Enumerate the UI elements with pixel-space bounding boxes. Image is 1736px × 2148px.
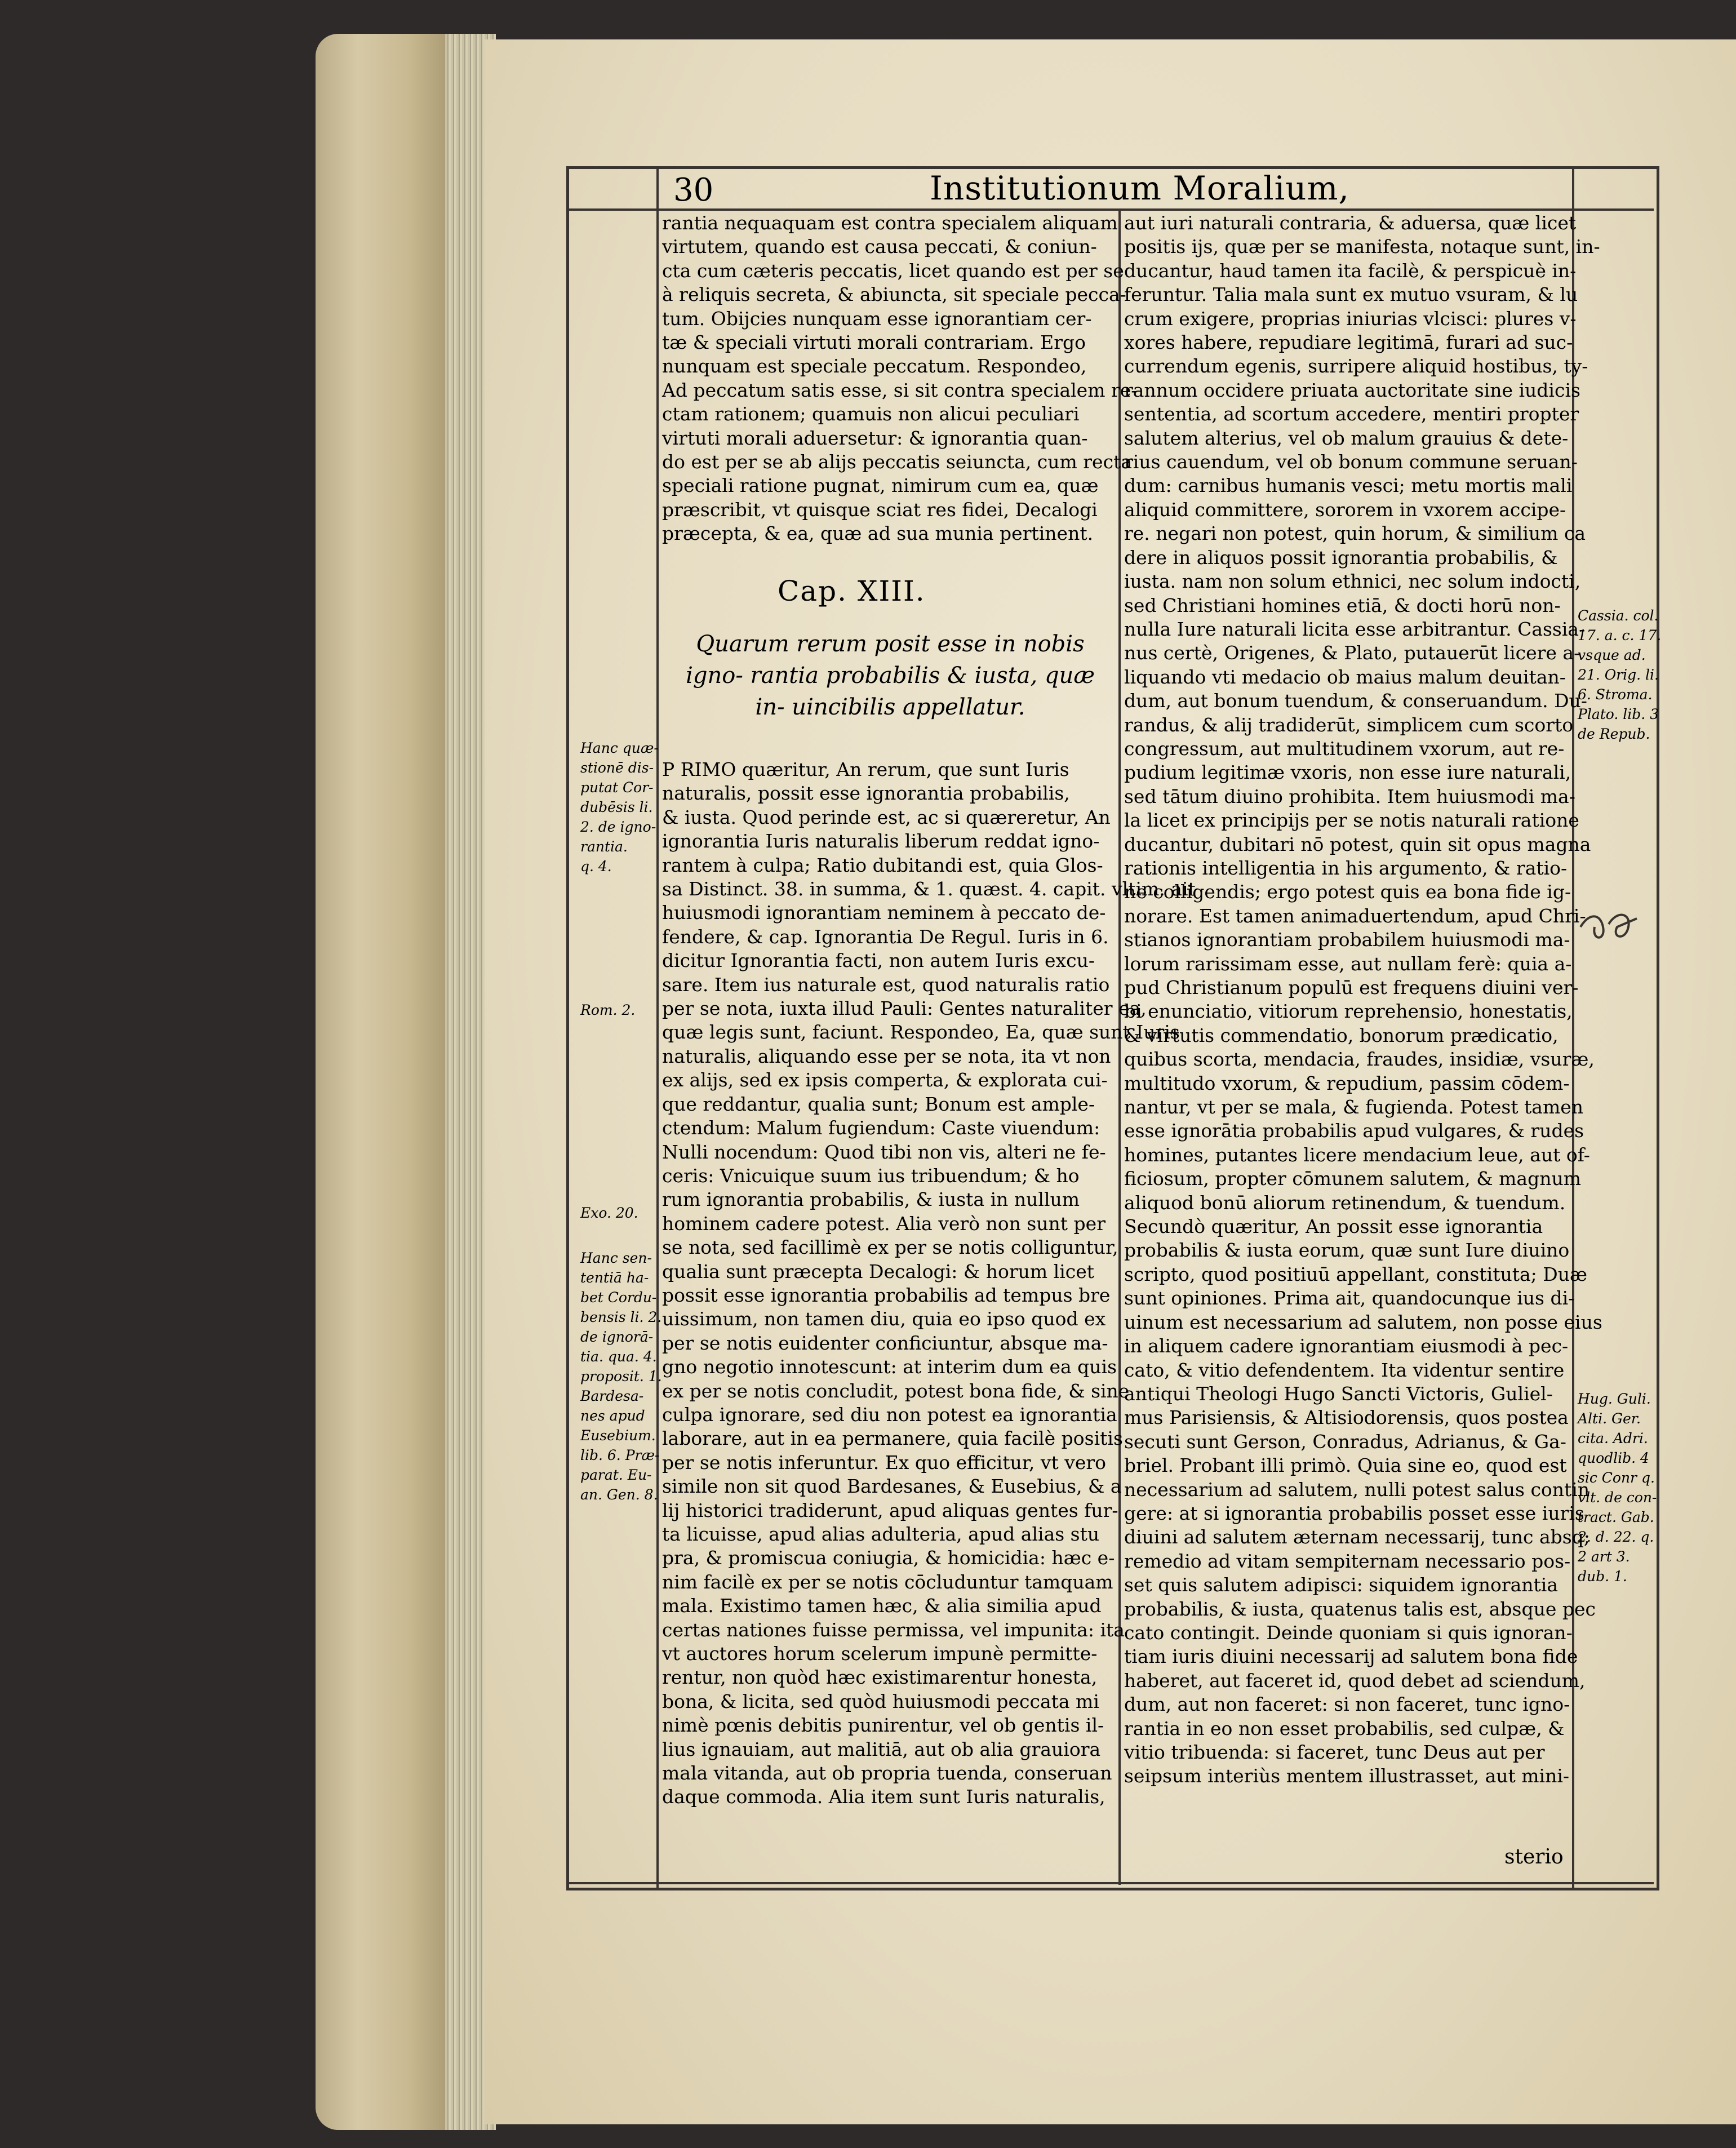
text-line: naturalis, aliquando esse per se nota, ita vt non (662, 1045, 1111, 1067)
text-line: virtutem, quando est causa peccati, & coniun- (662, 236, 1097, 258)
text-line: vt auctores horum scelerum impunè permitte- (662, 1643, 1098, 1665)
text-line: daque commoda. Alia item sunt Iuris naturalis, (662, 1786, 1105, 1808)
text-line: tæ & speciali virtuti morali contrariam. Ergo (662, 331, 1086, 354)
margin-note-line: Hanc sen- (580, 1250, 652, 1266)
text-line: speciali ratione pugnat, nimirum cum ea, quæ (662, 474, 1099, 497)
text-line: sententia, ad scortum accedere, mentiri propter (1124, 403, 1579, 425)
left-column-top (662, 211, 1138, 546)
text-line: se nota, sed facillimè ex per se notis colliguntur, (662, 1236, 1118, 1259)
text-line: sunt opiniones. Prima ait, quandocunque ius di- (1124, 1287, 1575, 1310)
text-line: naturalis, possit esse ignorantia probabilis, (662, 782, 1070, 805)
margin-note-line: q. 4. (580, 858, 612, 875)
margin-note-line: Plato. lib. 3 (1578, 706, 1659, 722)
text-line: ne colligendis; ergo potest quis ea bona fide ig- (1124, 881, 1571, 903)
text-line: fendere, & cap. Ignorantia De Regul. Iuris in 6. (662, 925, 1109, 948)
text-line: ducantur, haud tamen ita facilè, & perspicuè in- (1124, 259, 1577, 282)
margin-note-line: Rom. 2. (580, 1002, 636, 1018)
text-line: præscribit, vt quisque sciat res fidei, Decalogi (662, 498, 1098, 521)
margin-note-line: Eusebium. (580, 1427, 656, 1444)
text-line: Ad peccatum satis esse, si sit contra specialem re- (662, 379, 1138, 401)
margin-note-line: 2 art 3. (1578, 1548, 1630, 1565)
text-line: ceris: Vnicuique suum ius tribuendum; & ho (662, 1164, 1080, 1187)
text-line: aliquid committere, sororem in vxorem accipe- (1124, 498, 1566, 521)
margin-note-line: 2. d. 22. q. (1578, 1529, 1654, 1545)
text-line: certas nationes fuisse permissa, vel impunita: ita (662, 1618, 1125, 1641)
text-line: salutem alterius, vel ob malum grauius & dete- (1124, 427, 1569, 449)
text-line: pud Christianum populū est frequens diuini ver- (1124, 977, 1579, 998)
text-line: qualia sunt præcepta Decalogi: & horum licet (662, 1260, 1095, 1282)
text-line: congressum, aut multitudinem vxorum, aut re- (1124, 737, 1565, 760)
text-line: dum: carnibus humanis vesci; metu mortis mali (1124, 474, 1573, 497)
margin-note-line: lib. 6. Præ- (580, 1447, 660, 1463)
text-line: nunquam est speciale peccatum. Respondeo, (662, 355, 1087, 378)
text-line: ctam rationem; quamuis non alicui peculiari (662, 403, 1080, 425)
text-line: la licet ex principijs per se notis naturali ratione (1124, 809, 1579, 832)
margin-note-line: Exo. 20. (580, 1205, 638, 1221)
text-line: simile non sit quod Bardesanes, & Eusebius, & a (662, 1475, 1122, 1498)
text-line: hominem cadere potest. Alia verò non sunt per (662, 1212, 1105, 1235)
text-line: positis ijs, quæ per se manifesta, notaque sunt, in- (1124, 236, 1600, 258)
text-line: randus, & alij tradiderūt, simplicem cum scorto (1124, 713, 1574, 736)
text-line: crum exigere, proprias iniurias vlcisci: plures v- (1124, 307, 1577, 330)
text-line: tum. Obijcies nunquam esse ignorantiam cer- (662, 307, 1092, 330)
margin-note-rom (580, 1000, 654, 1020)
text-line: ta licuisse, apud alias adulteria, apud alias stu (662, 1523, 1100, 1545)
text-line: norare. Est tamen animaduertendum, apud Chri- (1124, 904, 1586, 927)
text-line: homines, putantes licere mendacium leue, aut of- (1124, 1143, 1590, 1166)
text-line: xores habere, repudiare legitimā, furari ad suc- (1124, 331, 1573, 354)
text-line: rantia nequaquam est contra specialem aliquam (662, 212, 1118, 234)
text-line: nus certè, Origenes, & Plato, putauerūt licere a- (1124, 642, 1580, 664)
margin-note-line: tentiā ha- (580, 1270, 649, 1286)
text-line: probabilis, & iusta, quatenus talis est, absque pec (1124, 1597, 1596, 1620)
text-line: nimè pœnis debitis punirentur, vel ob gentis il- (662, 1714, 1104, 1737)
margin-rule-left (656, 169, 659, 1888)
text-line: quæ legis sunt, faciunt. Respondeo, Ea, quæ sunt Iuris (662, 1021, 1180, 1044)
text-line: per se notis inferuntur. Ex quo efficitur, vt vero (662, 1451, 1107, 1474)
text-line: in aliquem cadere ignorantiam eiusmodi à pec- (1124, 1335, 1569, 1357)
text-line: nim facilè ex per se notis cōcluduntur tamquam (662, 1570, 1113, 1593)
text-line: antiqui Theologi Hugo Sancti Victoris, Guliel- (1124, 1382, 1553, 1405)
text-line: & iusta. Quod perinde est, ac si quæreretur, An (662, 806, 1111, 828)
text-line: uissimum, non tamen diu, quia eo ipso quod ex (662, 1308, 1106, 1330)
margin-note-line: dub. 1. (1578, 1568, 1627, 1585)
text-line: Nulli nocendum: Quod tibi non vis, alteri ne fe- (662, 1140, 1106, 1163)
text-line: scripto, quod positiuū appellant, constituta; Duæ (1124, 1263, 1588, 1285)
handwritten-mark-icon (1578, 907, 1640, 947)
margin-note-cassian (1578, 606, 1662, 744)
margin-note-exo (580, 1203, 654, 1223)
margin-note-hugo (1578, 1389, 1657, 1586)
margin-note-line: putat Cor- (580, 779, 654, 796)
text-line: vitio tribuenda: si faceret, tunc Deus aut per (1124, 1741, 1545, 1763)
text-line: gno negotio innotescunt: at interim dum ea quis (662, 1356, 1117, 1378)
margin-note-line: sic Conr q. (1578, 1470, 1655, 1486)
text-line: laborare, aut in ea permanere, quia facilè positis (662, 1427, 1123, 1450)
text-line: dere in aliquos possit ignorantia probabilis, & (1124, 546, 1558, 569)
text-line: præcepta, & ea, quæ ad sua munia pertinent. (662, 522, 1094, 545)
text-line: rannum occidere priuata auctoritate sine iudicis (1124, 379, 1580, 401)
right-column (1124, 211, 1602, 1788)
text-line: re. negari non potest, quin horum, & similium ca (1124, 522, 1586, 545)
margin-note-line: 17. a. c. 17. (1578, 627, 1662, 643)
margin-note-line: Hanc quæ- (580, 740, 659, 756)
page-number: 30 (673, 172, 714, 208)
margin-note-line: parat. Eu- (580, 1467, 652, 1483)
margin-note-line: tia. qua. 4. (580, 1348, 657, 1365)
text-line: sed tātum diuino prohibita. Item huiusmodi ma- (1124, 785, 1575, 807)
page-title: Institutionum Moralium, (930, 169, 1349, 207)
text-line: possit esse ignorantia probabilis ad tempus bre (662, 1284, 1111, 1306)
margin-note-cordubensis (580, 738, 659, 876)
margin-note-line: an. Gen. 8. (580, 1486, 658, 1503)
text-line: rantia in eo non esset probabilis, sed culpæ, & (1124, 1717, 1565, 1739)
margin-note-line: cita. Adri. (1578, 1430, 1648, 1446)
text-line: currendum egenis, surripere aliquid hostibus, ty- (1124, 355, 1588, 378)
margin-note-line: 6. Stroma. (1578, 686, 1653, 703)
text-line: mala. Existimo tamen hæc, & alia similia apud (662, 1595, 1102, 1617)
text-line: rationis intelligentia in his argumento, & ratio- (1124, 856, 1568, 879)
text-line: remedio ad vitam sempiternam necessario pos- (1124, 1550, 1571, 1572)
text-line: dum, aut bonum tuendum, & conseruandum. Du- (1124, 690, 1587, 712)
text-line: liquando vti medacio ob maius malum deuitan- (1124, 665, 1566, 688)
margin-note-line: Bardesa- (580, 1388, 644, 1404)
left-column-bottom (662, 758, 1196, 1809)
margin-note-line: de Repub. (1578, 726, 1650, 742)
text-line: do est per se ab alijs peccatis seiuncta, cum recta (662, 451, 1132, 473)
bottom-rule (566, 1882, 1654, 1884)
text-line: cato, & vitio defendentem. Ita videntur sentire (1124, 1359, 1565, 1381)
margin-note-line: de ignorā- (580, 1329, 654, 1345)
text-line: mus Parisiensis, & Altisiodorensis, quos postea (1124, 1406, 1569, 1429)
text-line: rantem à culpa; Ratio dubitandi est, quia Glos- (662, 854, 1103, 876)
text-line: iusta. nam non solum ethnici, nec solum indocti, (1124, 570, 1581, 593)
text-line: ex per se notis concludit, potest bona fide, & sine (662, 1379, 1130, 1402)
text-line: sed Christiani homines etiā, & docti horū non- (1124, 594, 1561, 616)
margin-note-line: bet Cordu- (580, 1289, 657, 1306)
text-line: briel. Probant illi primò. Quia sine eo, quod est (1124, 1454, 1567, 1477)
text-line: per se nota, iuxta illud Pauli: Gentes naturaliter ea, (662, 997, 1147, 1020)
margin-note-line: vsque ad. (1578, 647, 1646, 663)
text-line: culpa ignorare, sed diu non potest ea ignorantia (662, 1403, 1117, 1426)
text-line: cta cum cæteris peccatis, licet quando est per se (662, 259, 1124, 282)
text-line: secuti sunt Gerson, Conradus, Adrianus, & Ga- (1124, 1430, 1566, 1453)
text-line: lorum rarissimam esse, aut nullam ferè: quia a- (1124, 952, 1572, 975)
text-line: rum ignorantia probabilis, & iusta in nullum (662, 1188, 1080, 1211)
text-line: rius cauendum, vel ob bonum commune seruan- (1124, 451, 1578, 473)
margin-note-line: bensis li. 2. (580, 1309, 662, 1325)
text-line: pra, & promiscua coniugia, & homicidia: hæc e- (662, 1547, 1115, 1569)
text-line: sa Distinct. 38. in summa, & 1. quæst. 4. capit. vltim. ait (662, 878, 1196, 900)
text-line: aliquod bonū aliorum retinendum, & tuendum. (1124, 1191, 1566, 1214)
text-line: ignorantia Iuris naturalis liberum reddat igno- (662, 830, 1100, 853)
margin-note-line: nes apud (580, 1408, 645, 1424)
margin-note-line: Cassia. col. (1578, 607, 1659, 624)
margin-note-line: stionē dis- (580, 760, 654, 776)
text-line: dum, aut non faceret: si non faceret, tunc igno- (1124, 1693, 1570, 1716)
text-line: P RIMO quæritur, An rerum, que sunt Iuris (662, 758, 1069, 780)
chapter-subtitle: Quarum rerum posit esse in nobis igno- rantia probabilis & iusta, quæ in- uincibilis appellatur. (686, 631, 1095, 720)
text-line: set quis salutem adipisci: siquidem ignorantia (1124, 1574, 1559, 1596)
catchword: sterio (1504, 1845, 1564, 1869)
text-line: cato contingit. Deinde quoniam si quis ignoran- (1124, 1621, 1573, 1644)
text-line: seipsum interiùs mentem illustrasset, aut mini- (1124, 1765, 1570, 1787)
text-line: gere: at si ignorantia probabilis posset esse iuris (1124, 1502, 1584, 1524)
text-line: virtuti morali aduersetur: & ignorantia quan- (662, 427, 1088, 449)
margin-note-line: Hug. Guli. (1578, 1391, 1651, 1407)
text-line: multitudo vxorum, & repudium, passim cōdem- (1124, 1072, 1570, 1094)
text-line: nantur, vt per se mala, & fugienda. Potest tamen (1124, 1096, 1584, 1119)
text-line: dicitur Ignorantia facti, non autem Iuris excu- (662, 949, 1095, 972)
text-line: pudium legitimæ vxoris, non esse iure naturali, (1124, 761, 1571, 784)
margin-note-line: 2. de igno- (580, 819, 656, 835)
text-line: per se notis euidenter conficiuntur, absque ma- (662, 1332, 1108, 1354)
text-line: Secundò quæritur, An possit esse ignorantia (1124, 1215, 1543, 1238)
text-line: probabilis & iusta eorum, quæ sunt Iure diuino (1124, 1239, 1570, 1262)
text-line: ducantur, dubitari nō potest, quin sit opus magna (1124, 833, 1591, 855)
text-line: huiusmodi ignorantiam neminem à peccato de- (662, 902, 1106, 924)
margin-note-line: vlt. de con- (1578, 1489, 1657, 1506)
text-line: aut iuri naturali contraria, & aduersa, quæ licet (1124, 212, 1577, 234)
text-line: ctendum: Malum fugiendum: Caste viuendum: (662, 1117, 1100, 1139)
chapter-heading: Cap. XIII. (778, 575, 926, 607)
margin-note-line: proposit. 1. (580, 1368, 662, 1384)
margin-note-line: rantia. (580, 838, 628, 855)
text-line: necessarium ad salutem, nulli potest salus contin (1124, 1478, 1590, 1501)
margin-note-line: dubēsis li. (580, 799, 653, 815)
text-line: rentur, non quòd hæc existimarentur honesta, (662, 1666, 1098, 1689)
text-line: lij historici tradiderunt, apud aliquas gentes fur- (662, 1499, 1118, 1521)
text-line: ex alijs, sed ex ipsis comperta, & explorata cui- (662, 1069, 1108, 1091)
text-line: sare. Item ius naturale est, quod naturalis ratio (662, 973, 1110, 996)
text-line: nulla Iure naturali licita esse arbitrantur. Cassia- (1124, 618, 1586, 640)
margin-note-line: Alti. Ger. (1578, 1410, 1641, 1427)
text-line: haberet, aut faceret id, quod debet ad sciendum, (1124, 1669, 1586, 1692)
margin-note-line: 21. Orig. li. (1578, 667, 1659, 683)
text-line: & virtutis commendatio, bonorum prædicatio, (1124, 1024, 1559, 1046)
text-line: ficiosum, propter cōmunem salutem, & magnum (1124, 1168, 1582, 1190)
text-line: lius ignauiam, aut malitiā, aut ob alia grauiora (662, 1738, 1101, 1760)
text-line: tiam iuris diuini necessarij ad salutem bona fide (1124, 1645, 1578, 1668)
text-line: uinum est necessarium ad salutem, non posse eius (1124, 1311, 1602, 1333)
text-line: bi enunciatio, vitiorum reprehensio, honestatis, (1124, 1000, 1573, 1023)
margin-note-line: quodlib. 4 (1578, 1450, 1649, 1466)
text-line: stianos ignorantiam probabilem huiusmodi ma- (1124, 929, 1570, 951)
text-line: quibus scorta, mendacia, fraudes, insidiæ, vsuræ, (1124, 1048, 1595, 1071)
margin-note-hanc-sententia (580, 1248, 662, 1505)
text-line: feruntur. Talia mala sunt ex mutuo vsuram, & lu (1124, 283, 1578, 306)
margin-note-line: tract. Gab. (1578, 1509, 1654, 1525)
text-line: à reliquis secreta, & abiuncta, sit speciale pecca- (662, 283, 1126, 306)
text-line: que reddantur, qualia sunt; Bonum est ample- (662, 1093, 1095, 1115)
text-line: diuini ad salutem æternam necessarij, tunc absq; (1124, 1526, 1590, 1548)
text-line: bona, & licita, sed quòd huiusmodi peccata mi (662, 1690, 1099, 1712)
text-line: mala vitanda, aut ob propria tuenda, conseruan (662, 1762, 1112, 1785)
text-line: esse ignorātia probabilis apud vulgares, & rudes (1124, 1120, 1584, 1142)
